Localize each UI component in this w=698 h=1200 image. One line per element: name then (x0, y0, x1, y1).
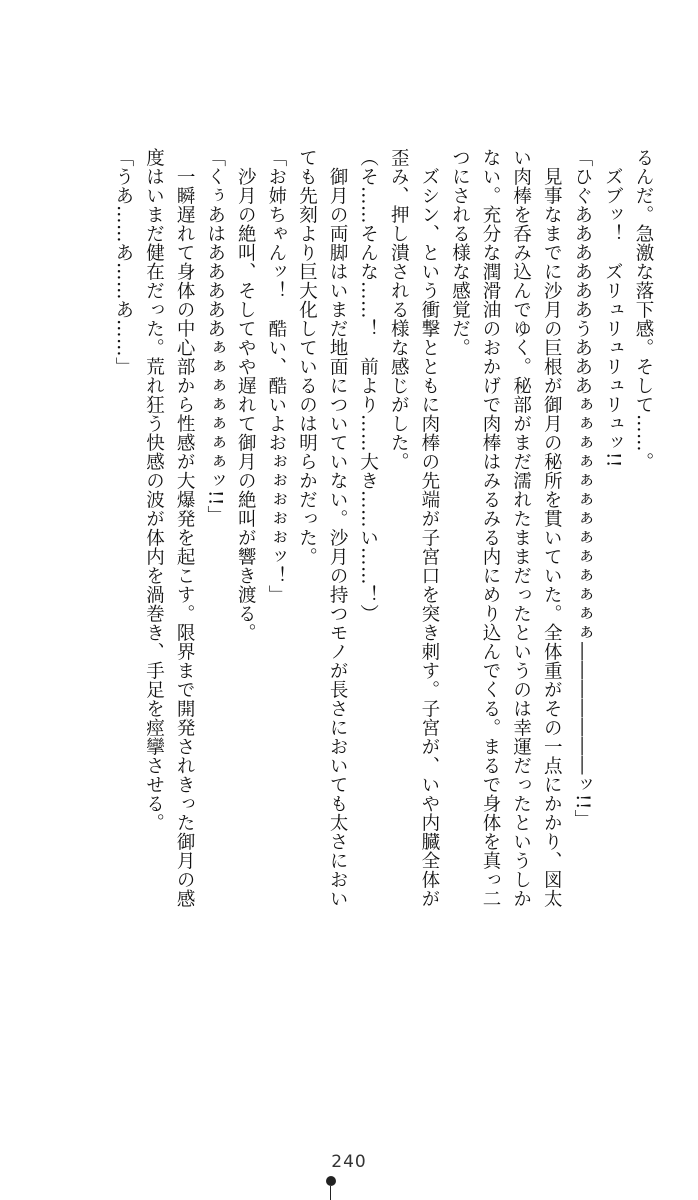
page-number: 240 (331, 1152, 367, 1172)
text-line: ても先刻より巨大化しているのは明らかだった。 (296, 148, 318, 566)
text-line: 沙月の絶叫、そしてやや遅れて御月の絶叫が響き渡る。 (235, 148, 257, 642)
text-line: 見事なまでに沙月の巨根が御月の秘所を貫いていた。全体重がその一点にかかり、図太 (541, 148, 563, 908)
page-marker-line (330, 1186, 331, 1200)
text-line: 一瞬遅れて身体の中心部から性感が大爆発を起こす。限界まで開発されきった御月の感 (174, 148, 196, 908)
text-line: 度はいまだ健在だった。荒れ狂う快感の波が体内を渦巻き、手足を痙攣させる。 (143, 148, 165, 832)
text-line: い肉棒を呑み込んでゆく。秘部がまだ濡れたままだったというのは幸運だったというしか (510, 148, 532, 908)
text-line: 「くぅあはあああああぁぁぁぁぁぁぁッ!!」 (204, 148, 226, 525)
text-line: ない。充分な潤滑油のおかげで肉棒はみるみる内にめり込んでくる。まるで身体を真っ二 (480, 148, 502, 908)
text-line: ズブッ！ ズリュリュリュリュッ!! (602, 148, 624, 468)
text-line: 歪み、押し潰される様な感じがした。 (388, 148, 410, 471)
body-text (112, 148, 658, 1008)
text-line: （そ……そんな……！ 前より……大き……い……！） (357, 148, 379, 623)
text-line: 御月の両脚はいまだ地面についていない。沙月の持つモノが長さにおいても太さにおい (327, 148, 349, 908)
text-line: ズシン、という衝撃とともに肉棒の先端が子宮口を突き刺す。子宮が、いや内臓全体が (418, 148, 440, 908)
text-line: 「ひぐああああああうあああぁぁぁぁぁぁぁぁぁぁぁぁぁ―――――――ッ!!」 (571, 148, 593, 829)
text-line: 「うあ……あ……あ……」 (112, 148, 134, 376)
page-marker-dot (326, 1176, 336, 1186)
text-line: るんだ。急激な落下感。そして……。 (633, 148, 654, 471)
text-line: つにされる様な感覚だ。 (449, 148, 471, 357)
text-line: 「お姉ちゃんッ！ 酷い、酷いよおぉぉぉぉぉッ！」 (265, 148, 287, 604)
